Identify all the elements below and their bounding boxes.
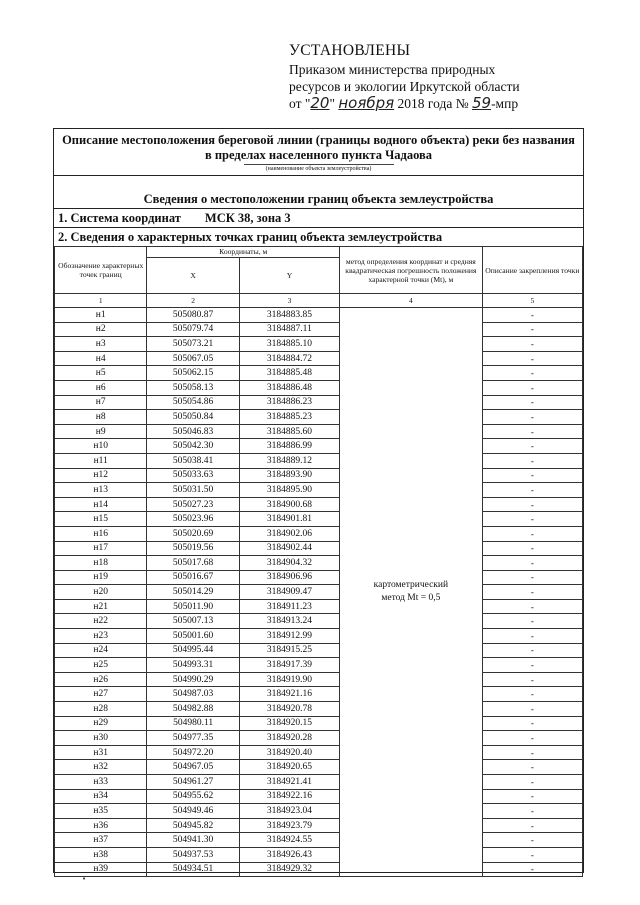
point-id: н33	[55, 775, 147, 790]
point-id: н24	[55, 643, 147, 658]
coord-y: 3184887.11	[239, 322, 339, 337]
coord-x: 505054.86	[147, 395, 239, 410]
point-id: н6	[55, 380, 147, 395]
coord-y: 3184913.24	[239, 614, 339, 629]
table-row	[55, 337, 583, 352]
header-y: Y	[239, 258, 339, 294]
table-row	[55, 380, 583, 395]
approval-date-line	[289, 95, 589, 112]
table-row	[55, 556, 583, 571]
coord-x: 504961.27	[147, 775, 239, 790]
coord-x: 505001.60	[147, 629, 239, 644]
description-dash: -	[482, 818, 582, 833]
coord-y: 3184920.40	[239, 745, 339, 760]
point-id: н35	[55, 804, 147, 819]
description-dash: -	[482, 658, 582, 673]
coord-y: 3184885.10	[239, 337, 339, 352]
point-id: н5	[55, 366, 147, 381]
order-suffix: -мпр	[491, 96, 519, 111]
table-row	[55, 847, 583, 862]
coord-y: 3184915.25	[239, 643, 339, 658]
coord-x: 505011.90	[147, 599, 239, 614]
section-1	[54, 209, 583, 228]
point-id: н25	[55, 658, 147, 673]
description-dash: -	[482, 847, 582, 862]
coord-y: 3184919.90	[239, 672, 339, 687]
coord-y: 3184885.48	[239, 366, 339, 381]
coord-y: 3184920.65	[239, 760, 339, 775]
coord-y: 3184893.90	[239, 468, 339, 483]
description-dash: -	[482, 789, 582, 804]
description-dash: -	[482, 366, 582, 381]
table-row	[55, 322, 583, 337]
coord-x: 504990.29	[147, 672, 239, 687]
point-id: н30	[55, 731, 147, 746]
description-dash: -	[482, 453, 582, 468]
description-dash: -	[482, 599, 582, 614]
coord-x: 505016.67	[147, 570, 239, 585]
description-dash: -	[482, 716, 582, 731]
description-dash: -	[482, 395, 582, 410]
coord-y: 3184920.78	[239, 702, 339, 717]
description-dash: -	[482, 497, 582, 512]
header-description: Описание закрепления точки	[482, 247, 582, 294]
point-id: н34	[55, 789, 147, 804]
coord-y: 3184886.99	[239, 439, 339, 454]
coord-y: 3184909.47	[239, 585, 339, 600]
description-dash: -	[482, 410, 582, 425]
table-row	[55, 716, 583, 731]
title-caption: (наименование объекта землеустройства)	[244, 164, 394, 173]
coord-y: 3184895.90	[239, 483, 339, 498]
coord-y: 3184924.55	[239, 833, 339, 848]
table-row	[55, 526, 583, 541]
point-id: н29	[55, 716, 147, 731]
description-dash: -	[482, 308, 582, 323]
coord-x: 504937.53	[147, 847, 239, 862]
table-row	[55, 541, 583, 556]
table-row	[55, 658, 583, 673]
coord-x: 504993.31	[147, 658, 239, 673]
coord-y: 3184904.32	[239, 556, 339, 571]
coord-x: 505031.50	[147, 483, 239, 498]
coord-y: 3184911.23	[239, 599, 339, 614]
coord-x: 505058.13	[147, 380, 239, 395]
description-dash: -	[482, 570, 582, 585]
point-id: н9	[55, 424, 147, 439]
coord-y: 3184926.43	[239, 847, 339, 862]
table-row	[55, 643, 583, 658]
table-row	[55, 410, 583, 425]
table-row	[55, 672, 583, 687]
coord-y: 3184886.48	[239, 380, 339, 395]
date-prefix: от "	[289, 96, 311, 111]
point-id: н8	[55, 410, 147, 425]
coord-y: 3184906.96	[239, 570, 339, 585]
description-dash: -	[482, 322, 582, 337]
coord-y: 3184920.15	[239, 716, 339, 731]
description-dash: -	[482, 439, 582, 454]
point-id: н21	[55, 599, 147, 614]
coord-y: 3184886.23	[239, 395, 339, 410]
point-id: н39	[55, 862, 147, 877]
column-number: 4	[340, 294, 483, 308]
column-number: 5	[482, 294, 582, 308]
coord-x: 505019.56	[147, 541, 239, 556]
coord-y: 3184921.41	[239, 775, 339, 790]
document-title-block	[54, 129, 583, 176]
coord-x: 504934.51	[147, 862, 239, 877]
table-row	[55, 833, 583, 848]
table-row	[55, 599, 583, 614]
date-month-handwritten: ноября	[338, 94, 395, 112]
table-row	[55, 862, 583, 877]
approval-line-1: Приказом министерства природных	[289, 62, 496, 77]
table-row	[55, 497, 583, 512]
coord-x: 504967.05	[147, 760, 239, 775]
table-row	[55, 468, 583, 483]
table-row	[55, 366, 583, 381]
coord-x: 504980.11	[147, 716, 239, 731]
header-x: X	[147, 258, 239, 294]
coord-x: 505042.30	[147, 439, 239, 454]
point-id: н17	[55, 541, 147, 556]
coord-x: 504941.30	[147, 833, 239, 848]
point-id: н31	[55, 745, 147, 760]
coord-y: 3184883.85	[239, 308, 339, 323]
table-row	[55, 775, 583, 790]
point-id: н16	[55, 526, 147, 541]
table-row	[55, 614, 583, 629]
coord-x: 505014.29	[147, 585, 239, 600]
description-dash: -	[482, 672, 582, 687]
description-dash: -	[482, 775, 582, 790]
coord-x: 504982.88	[147, 702, 239, 717]
point-id: н12	[55, 468, 147, 483]
coord-y: 3184885.60	[239, 424, 339, 439]
table-row	[55, 731, 583, 746]
point-id: н37	[55, 833, 147, 848]
point-id: н1	[55, 308, 147, 323]
description-dash: -	[482, 614, 582, 629]
coord-x: 505020.69	[147, 526, 239, 541]
section-2: 2. Сведения о характерных точках границ объекта землеустройства	[58, 230, 443, 244]
document-frame	[53, 128, 584, 873]
description-dash: -	[482, 526, 582, 541]
coord-x: 505033.63	[147, 468, 239, 483]
column-number: 2	[147, 294, 239, 308]
table-row	[55, 789, 583, 804]
coord-x: 505062.15	[147, 366, 239, 381]
table-row	[55, 745, 583, 760]
point-id: н36	[55, 818, 147, 833]
coord-x: 504977.35	[147, 731, 239, 746]
date-quote: "	[329, 96, 335, 111]
coord-y: 3184917.39	[239, 658, 339, 673]
coord-x: 505038.41	[147, 453, 239, 468]
table-row	[55, 351, 583, 366]
coord-y: 3184900.68	[239, 497, 339, 512]
coord-y: 3184921.16	[239, 687, 339, 702]
table-row	[55, 760, 583, 775]
points-table-body	[55, 308, 583, 877]
header-method: метод определения координат и средняя квадратическая погрешность положения характерной точки (Мt), м	[340, 247, 483, 294]
point-id: н15	[55, 512, 147, 527]
description-dash: -	[482, 687, 582, 702]
table-row	[55, 308, 583, 323]
point-id: н2	[55, 322, 147, 337]
point-id: н10	[55, 439, 147, 454]
header-point-designation: Обозначение характерных точек границ	[55, 247, 147, 294]
column-number: 3	[239, 294, 339, 308]
description-dash: -	[482, 380, 582, 395]
method-value-line-2: метод Мt = 0,5	[381, 593, 441, 604]
date-year: 2018 года №	[397, 96, 469, 111]
approval-title: УСТАНОВЛЕНЫ	[289, 42, 411, 59]
coord-y: 3184889.12	[239, 453, 339, 468]
description-dash: -	[482, 468, 582, 483]
table-row	[55, 585, 583, 600]
description-dash: -	[482, 804, 582, 819]
coord-x: 504945.82	[147, 818, 239, 833]
table-row	[55, 687, 583, 702]
coord-x: 504949.46	[147, 804, 239, 819]
coord-x: 505023.96	[147, 512, 239, 527]
coord-y: 3184920.28	[239, 731, 339, 746]
method-value-line-1: картометрический	[373, 580, 449, 591]
section-heading: Сведения о местоположении границ объекта землеустройства	[54, 176, 583, 209]
point-id: н26	[55, 672, 147, 687]
table-row	[55, 570, 583, 585]
point-id: н20	[55, 585, 147, 600]
point-id: н7	[55, 395, 147, 410]
table-row	[55, 512, 583, 527]
point-id: н14	[55, 497, 147, 512]
approval-line-2: ресурсов и экологии Иркутской области	[289, 79, 520, 94]
section-1-value: МСК 38, зона 3	[204, 211, 291, 225]
points-table	[54, 246, 583, 877]
coord-y: 3184885.23	[239, 410, 339, 425]
corner-mark: •	[82, 875, 87, 883]
point-id: н11	[55, 453, 147, 468]
header-coordinates: Координаты, м	[147, 247, 340, 258]
table-row	[55, 483, 583, 498]
description-dash: -	[482, 833, 582, 848]
table-row	[55, 439, 583, 454]
point-id: н19	[55, 570, 147, 585]
coord-y: 3184902.44	[239, 541, 339, 556]
coord-y: 3184912.99	[239, 629, 339, 644]
point-id: н22	[55, 614, 147, 629]
description-dash: -	[482, 745, 582, 760]
description-dash: -	[482, 556, 582, 571]
coord-x: 505017.68	[147, 556, 239, 571]
table-row	[55, 453, 583, 468]
description-dash: -	[482, 643, 582, 658]
coord-x: 505079.74	[147, 322, 239, 337]
coord-x: 505067.05	[147, 351, 239, 366]
description-dash: -	[482, 351, 582, 366]
description-dash: -	[482, 760, 582, 775]
point-id: н3	[55, 337, 147, 352]
coord-y: 3184929.32	[239, 862, 339, 877]
coord-x: 505080.87	[147, 308, 239, 323]
point-id: н28	[55, 702, 147, 717]
description-dash: -	[482, 585, 582, 600]
description-dash: -	[482, 483, 582, 498]
table-row	[55, 702, 583, 717]
date-day-handwritten: 20	[310, 94, 330, 112]
point-id: н18	[55, 556, 147, 571]
method-cell	[340, 308, 483, 877]
description-dash: -	[482, 702, 582, 717]
point-id: н13	[55, 483, 147, 498]
coord-y: 3184922.16	[239, 789, 339, 804]
description-dash: -	[482, 541, 582, 556]
coord-x: 505046.83	[147, 424, 239, 439]
table-row	[55, 424, 583, 439]
description-dash: -	[482, 731, 582, 746]
coord-y: 3184902.06	[239, 526, 339, 541]
point-id: н23	[55, 629, 147, 644]
table-row	[55, 804, 583, 819]
coord-y: 3184923.04	[239, 804, 339, 819]
document-title: Описание местоположения береговой линии (границы водного объекта) реки без названия в пределах населенного пункта Чадаова	[62, 133, 575, 162]
table-row	[55, 395, 583, 410]
section-1-label: 1. Система координат	[58, 211, 181, 225]
coord-y: 3184923.79	[239, 818, 339, 833]
coord-x: 504955.62	[147, 789, 239, 804]
table-row	[55, 818, 583, 833]
description-dash: -	[482, 512, 582, 527]
coord-y: 3184884.72	[239, 351, 339, 366]
coord-x: 504972.20	[147, 745, 239, 760]
point-id: н38	[55, 847, 147, 862]
coord-x: 505007.13	[147, 614, 239, 629]
description-dash: -	[482, 629, 582, 644]
coord-x: 505027.23	[147, 497, 239, 512]
point-id: н27	[55, 687, 147, 702]
point-id: н32	[55, 760, 147, 775]
table-row	[55, 629, 583, 644]
approval-stamp	[289, 42, 589, 112]
coord-x: 504987.03	[147, 687, 239, 702]
coord-x: 504995.44	[147, 643, 239, 658]
description-dash: -	[482, 862, 582, 877]
coord-y: 3184901.81	[239, 512, 339, 527]
description-dash: -	[482, 424, 582, 439]
order-number-handwritten: 59	[471, 94, 492, 112]
coord-x: 505050.84	[147, 410, 239, 425]
point-id: н4	[55, 351, 147, 366]
coord-x: 505073.21	[147, 337, 239, 352]
description-dash: -	[482, 337, 582, 352]
column-number: 1	[55, 294, 147, 308]
